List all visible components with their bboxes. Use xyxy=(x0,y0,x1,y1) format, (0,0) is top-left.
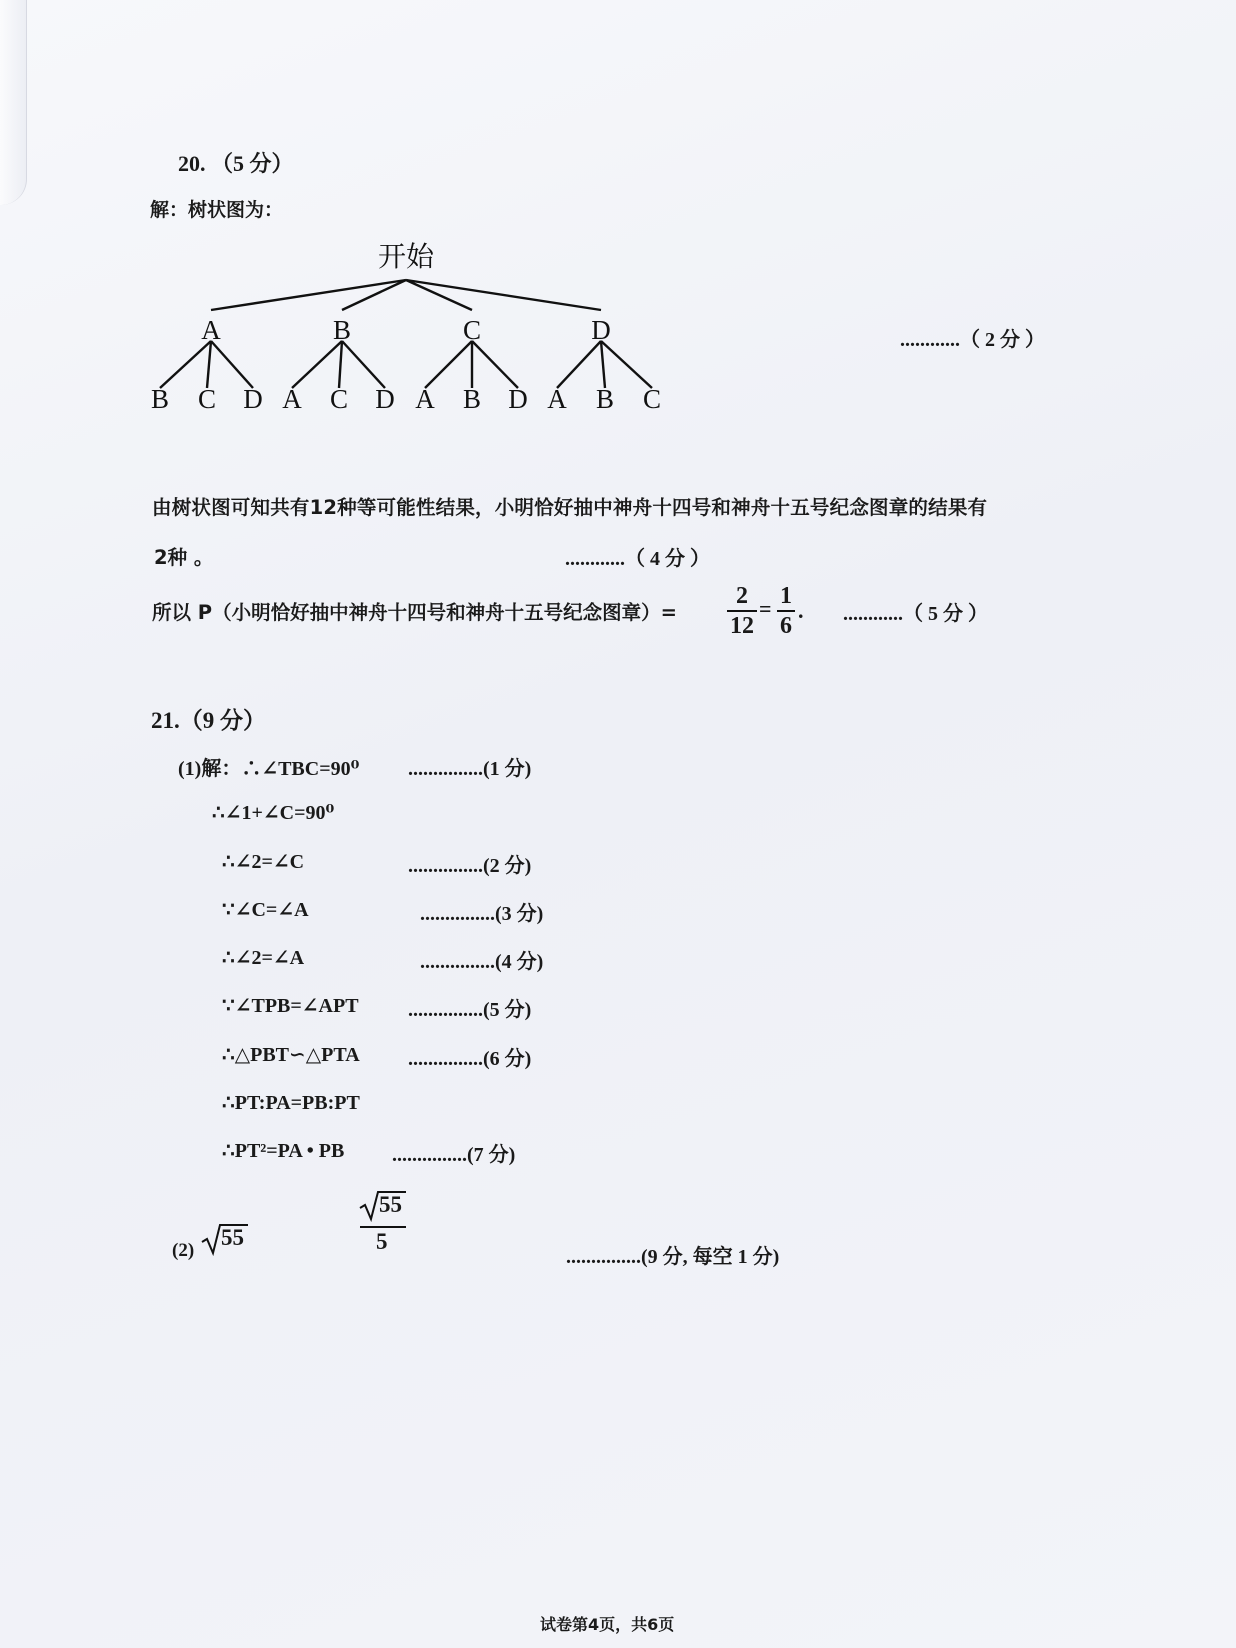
q20-intro: 解：树状图为： xyxy=(150,199,284,221)
fraction-denominator: 6 xyxy=(780,613,792,639)
fraction-denominator: 12 xyxy=(730,613,754,639)
q21-step-text: ∴∠2=∠C xyxy=(222,851,305,873)
fraction-denominator: 5 xyxy=(376,1229,388,1254)
tree-root-label: 开始 xyxy=(377,240,435,273)
q21-step-text: ∵∠TPB=∠APT xyxy=(222,995,359,1017)
q21-step-text: (1)解：∴∠TBC=90⁰ xyxy=(178,758,360,780)
tree-node-level2: B xyxy=(462,384,482,414)
tree-edge xyxy=(425,341,472,388)
part2-score: ...............(9 分, 每空 1 分) xyxy=(566,1246,780,1268)
q21-step-text: ∴∠1+∠C=90⁰ xyxy=(212,802,335,824)
tree-node-level2: C xyxy=(642,384,662,414)
q21-step-text: ∴△PBT∽△PTA xyxy=(222,1044,360,1066)
tree-node-level1: C xyxy=(462,315,482,345)
fraction-bar xyxy=(777,610,795,612)
tree-diagram xyxy=(140,238,680,428)
tree-edge xyxy=(211,341,253,388)
q20-prob-prefix: 所以 P（小明恰好抽中神舟十四号和神舟十五号纪念图章）= xyxy=(152,601,677,624)
tree-edge xyxy=(160,341,211,388)
tree-edge xyxy=(292,341,342,388)
tree-edge xyxy=(601,341,605,388)
tree-node-level2: B xyxy=(595,384,615,414)
tree-edge xyxy=(601,341,652,388)
q21-step-score: ...............(2 分) xyxy=(408,855,532,877)
tree-node-level2: A xyxy=(547,384,567,414)
q21-step-score: ...............(4 分) xyxy=(420,951,544,973)
tree-node-level1: D xyxy=(591,315,611,345)
q21-step-text: ∴PT²=PA • PB xyxy=(222,1140,345,1162)
tree-node-level2: B xyxy=(150,384,170,414)
q21-header: 21.（9 分） xyxy=(151,708,266,733)
answer-sqrt-55-over-5 xyxy=(358,1190,408,1258)
period: . xyxy=(798,598,804,623)
q21-step-text: ∴∠2=∠A xyxy=(222,947,305,969)
tree-node-level1: B xyxy=(332,315,352,345)
tree-node-level2: D xyxy=(375,384,395,414)
q21-step-score: ...............(3 分) xyxy=(420,903,544,925)
equals-sign: = xyxy=(759,596,772,621)
tree-score: ............（ 2 分 ） xyxy=(900,329,1045,351)
tree-edge xyxy=(207,341,211,388)
tree-node-level2: C xyxy=(197,384,217,414)
tree-node-level1: A xyxy=(201,315,221,345)
radicand: 55 xyxy=(221,1225,244,1250)
tree-edge xyxy=(406,280,601,310)
q20-header: 20. （5 分） xyxy=(178,151,294,176)
tree-edge xyxy=(472,341,518,388)
answer-sqrt-55 xyxy=(200,1222,250,1260)
tree-edge xyxy=(339,341,342,388)
q21-step-score: ...............(1 分) xyxy=(408,758,532,780)
radicand: 55 xyxy=(379,1192,402,1217)
tree-edge xyxy=(557,341,601,388)
q21-step-score: ...............(5 分) xyxy=(408,999,532,1021)
page-fold-shadow xyxy=(0,0,27,205)
fraction-2-12 xyxy=(727,583,757,639)
part2-label: (2) xyxy=(172,1240,195,1261)
tree-node-level2: D xyxy=(243,384,263,414)
q21-step-score: ...............(7 分) xyxy=(392,1144,516,1166)
fraction-numerator: 2 xyxy=(736,583,748,609)
q21-step-text: ∴PT:PA=PB:PT xyxy=(222,1092,360,1114)
q20-result-line1: 由树状图可知共有12种等可能性结果，小明恰好抽中神舟十四号和神舟十五号纪念图章的结果有 xyxy=(152,496,988,519)
result-score: ............（ 4 分 ） xyxy=(565,548,710,570)
q21-step-text: ∵∠C=∠A xyxy=(222,899,309,921)
tree-node-level2: C xyxy=(329,384,349,414)
q21-step-score: ...............(6 分) xyxy=(408,1048,532,1070)
fraction-bar xyxy=(727,610,757,612)
prob-score: ............（ 5 分 ） xyxy=(843,603,988,625)
tree-node-level2: A xyxy=(282,384,302,414)
fraction-1-6 xyxy=(777,583,795,639)
page-footer: 试卷第4页，共6页 xyxy=(540,1615,675,1634)
tree-edge xyxy=(342,341,385,388)
tree-node-level2: D xyxy=(508,384,528,414)
tree-node-level2: A xyxy=(415,384,435,414)
q20-result-line2: 2种 。 xyxy=(154,546,214,569)
fraction-numerator: 1 xyxy=(780,583,792,609)
